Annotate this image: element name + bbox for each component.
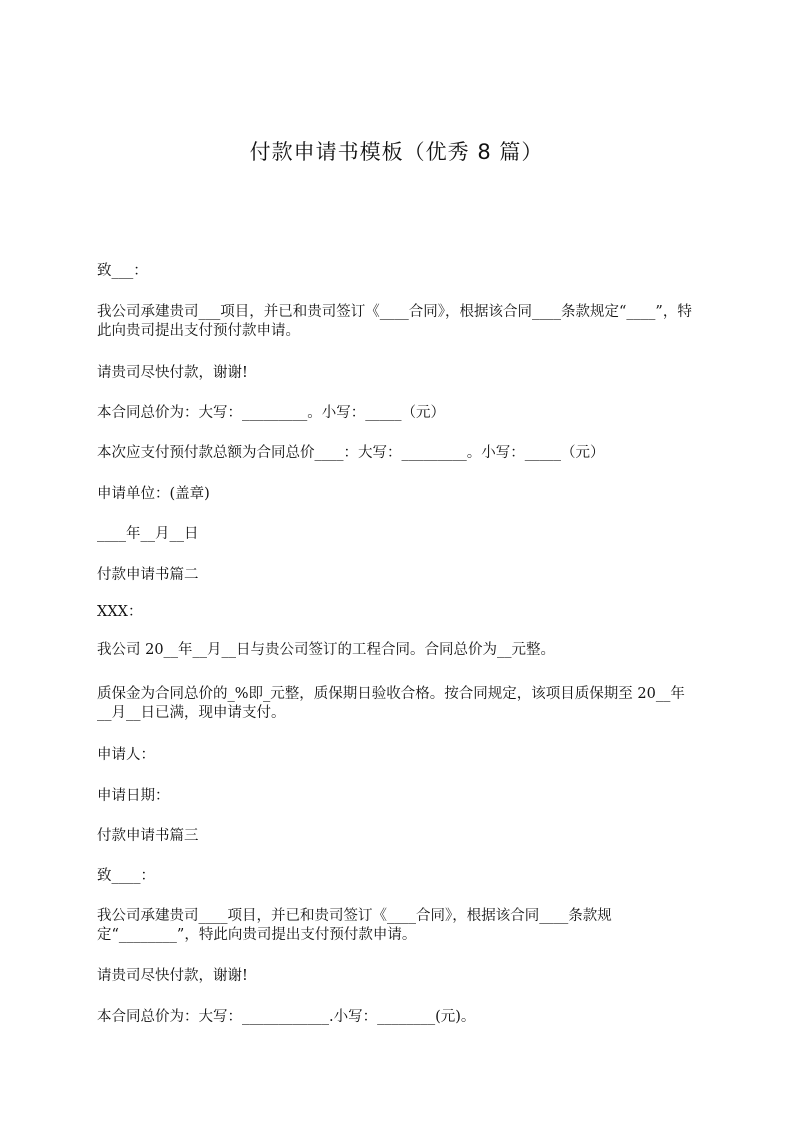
section-heading-two: 付款申请书篇二 (97, 567, 199, 583)
applicant-line: 申请人： (97, 747, 155, 763)
section-heading-three: 付款申请书篇三 (97, 828, 199, 844)
applicant-unit-line: 申请单位：(盖章) (97, 486, 210, 502)
salutation-two: XXX： (97, 604, 143, 620)
warranty-paragraph: 质保金为合同总价的_%即_元整，质保期日验收合格。按合同规定，该项目质保期至 20__年__月__日已满，现申请支付。 (97, 686, 685, 721)
contract-total-line: 本合同总价为：大写：_________。小写：_____（元） (97, 405, 445, 421)
application-date-line: 申请日期： (97, 788, 170, 804)
prepayment-total-line: 本次应支付预付款总额为合同总价____：大写：_________。小写：_____（元） (97, 445, 605, 461)
application-paragraph: 我公司承建贵司___项目，并已和贵司签订《____合同》，根据该合同____条款规定“____”，特此向贵司提出支付预付款申请。 (97, 304, 692, 339)
date-line: ____年__月__日 (97, 526, 199, 542)
request-line: 请贵司尽快付款，谢谢! (97, 365, 248, 381)
request-line-three: 请贵司尽快付款，谢谢! (97, 968, 248, 984)
salutation: 致___： (97, 263, 148, 279)
document-title: 付款申请书模板（优秀 8 篇） (249, 140, 544, 164)
application-paragraph-three: 我公司承建贵司____项目，并已和贵司签订《____合同》，根据该合同____条款规定“________”，特此向贵司提出支付预付款申请。 (97, 908, 612, 943)
salutation-three: 致____： (97, 868, 155, 884)
contract-signing-paragraph: 我公司 20__年__月__日与贵公司签订的工程合同。合同总价为__元整。 (97, 642, 556, 658)
contract-total-line-three: 本合同总价为：大写：____________.小写：________(元)。 (97, 1009, 476, 1025)
